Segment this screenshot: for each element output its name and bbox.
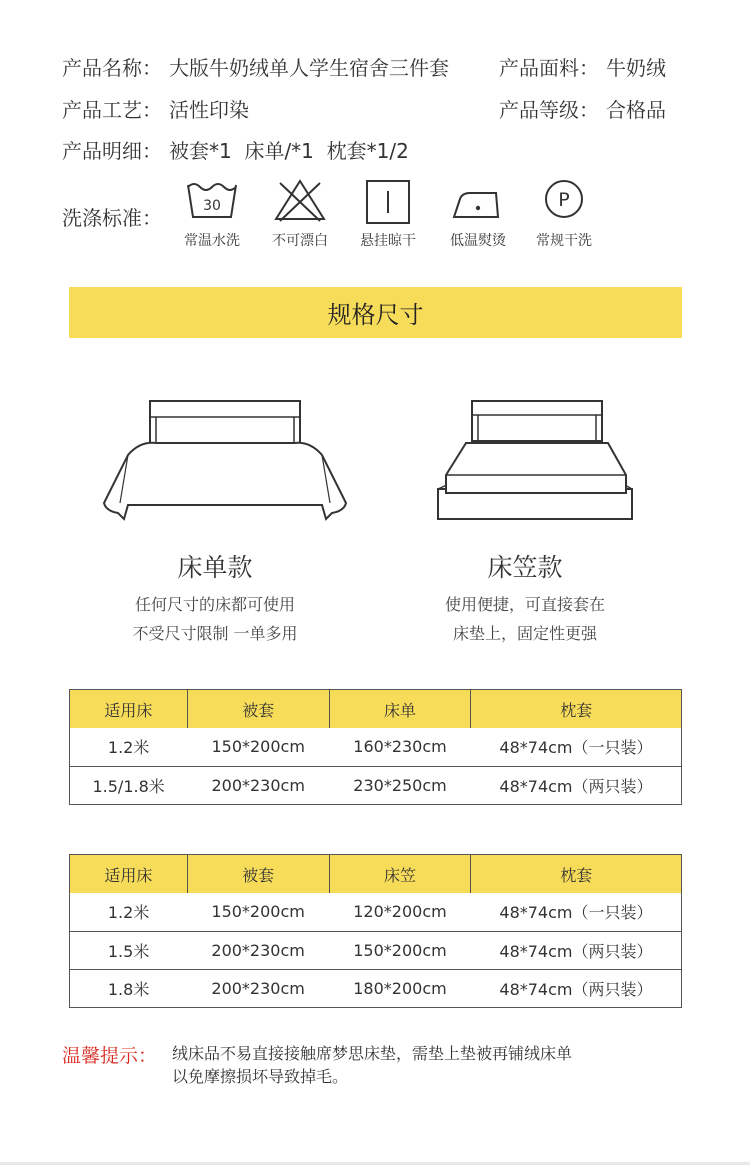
table-header-row [70,690,682,729]
fitted-sheet-desc-1: 使用便捷，可直接套在 [444,595,605,614]
fitted-sheet-title: 床笠款 [487,553,563,582]
table-header-cell: 被套 [187,855,329,894]
washing-label: 洗涤标准： [62,206,162,230]
table-cell: 48*74cm（两只装） [471,931,682,969]
product-detail-value: 被套*1 床单/*1 枕套*1/2 [169,139,409,163]
product-process-value: 活性印染 [169,98,249,122]
product-process-label: 产品工艺： [62,98,162,122]
product-name-value: 大版牛奶绒单人学生宿舍三件套 [169,56,449,80]
product-fabric-label: 产品面料： [499,56,599,80]
tip-line-1: 绒床品不易直接接触席梦思床垫，需垫上垫被再铺绒床单 [172,1044,573,1063]
table-cell: 200*230cm [187,766,329,804]
low-iron-label: 低温熨烫 [450,233,506,249]
banner-title: 规格尺寸 [327,301,424,329]
product-detail-label: 产品明细： [62,139,162,163]
fitted-sheet-size-table [69,854,682,1008]
table-cell: 180*200cm [329,969,471,1007]
tip-text [172,1042,692,1088]
hang-dry-label: 悬挂晾干 [360,233,416,249]
dry-clean-p-icon [534,177,594,231]
table-row [70,969,682,1007]
table-header-cell: 适用床 [70,690,188,729]
flat-sheet-title: 床单款 [177,553,253,582]
table-row [70,931,682,969]
table-row [70,728,682,766]
product-fabric-value: 牛奶绒 [606,56,666,80]
table-cell: 160*230cm [329,728,471,766]
table-cell: 1.5/1.8米 [70,766,188,804]
table-cell: 120*200cm [329,893,471,931]
size-spec-banner [69,287,682,338]
no-bleach-icon [270,177,330,231]
table-header-cell: 适用床 [70,855,188,894]
fitted-sheet-desc-2: 床垫上，固定性更强 [452,624,597,643]
table-header-cell: 床笠 [329,855,471,894]
table-cell: 48*74cm（两只装） [471,766,682,804]
table-cell: 150*200cm [329,931,471,969]
table-cell: 1.5米 [70,931,188,969]
table-cell: 230*250cm [329,766,471,804]
table-cell: 150*200cm [187,728,329,766]
tip-line-2: 以免摩擦损坏导致掉毛。 [172,1067,349,1086]
flat-sheet-desc-1: 任何尺寸的床都可使用 [134,595,295,614]
table-row [70,893,682,931]
table-cell: 1.8米 [70,969,188,1007]
table-header-cell: 枕套 [471,855,682,894]
table-header-row [70,855,682,894]
table-cell: 48*74cm（一只装） [471,893,682,931]
table-header-cell: 枕套 [471,690,682,729]
fitted-sheet-bed-icon [430,395,640,529]
table-row [70,766,682,804]
product-grade-value: 合格品 [606,98,666,122]
table-cell: 48*74cm（一只装） [471,728,682,766]
product-name-label: 产品名称： [62,56,162,80]
wash-30-label: 常温水洗 [184,233,240,249]
no-bleach-label: 不可漂白 [272,233,328,249]
flat-sheet-desc-2: 不受尺寸限制 一单多用 [132,624,298,643]
table-cell: 200*230cm [187,931,329,969]
dry-clean-label: 常规干洗 [536,233,592,249]
wash-30-icon [182,177,242,231]
tip-label: 温馨提示： [62,1045,158,1067]
table-cell: 200*230cm [187,969,329,1007]
table-cell: 1.2米 [70,893,188,931]
flat-sheet-size-table [69,689,682,805]
product-grade-label: 产品等级： [499,98,599,122]
table-cell: 150*200cm [187,893,329,931]
low-iron-icon [448,177,508,231]
table-header-cell: 床单 [329,690,471,729]
svg-text:30: 30 [203,198,221,214]
hang-dry-icon [358,177,418,231]
table-cell: 1.2米 [70,728,188,766]
svg-text:P: P [558,189,570,211]
flat-sheet-bed-icon [100,395,350,529]
table-header-cell: 被套 [187,690,329,729]
table-cell: 48*74cm（两只装） [471,969,682,1007]
